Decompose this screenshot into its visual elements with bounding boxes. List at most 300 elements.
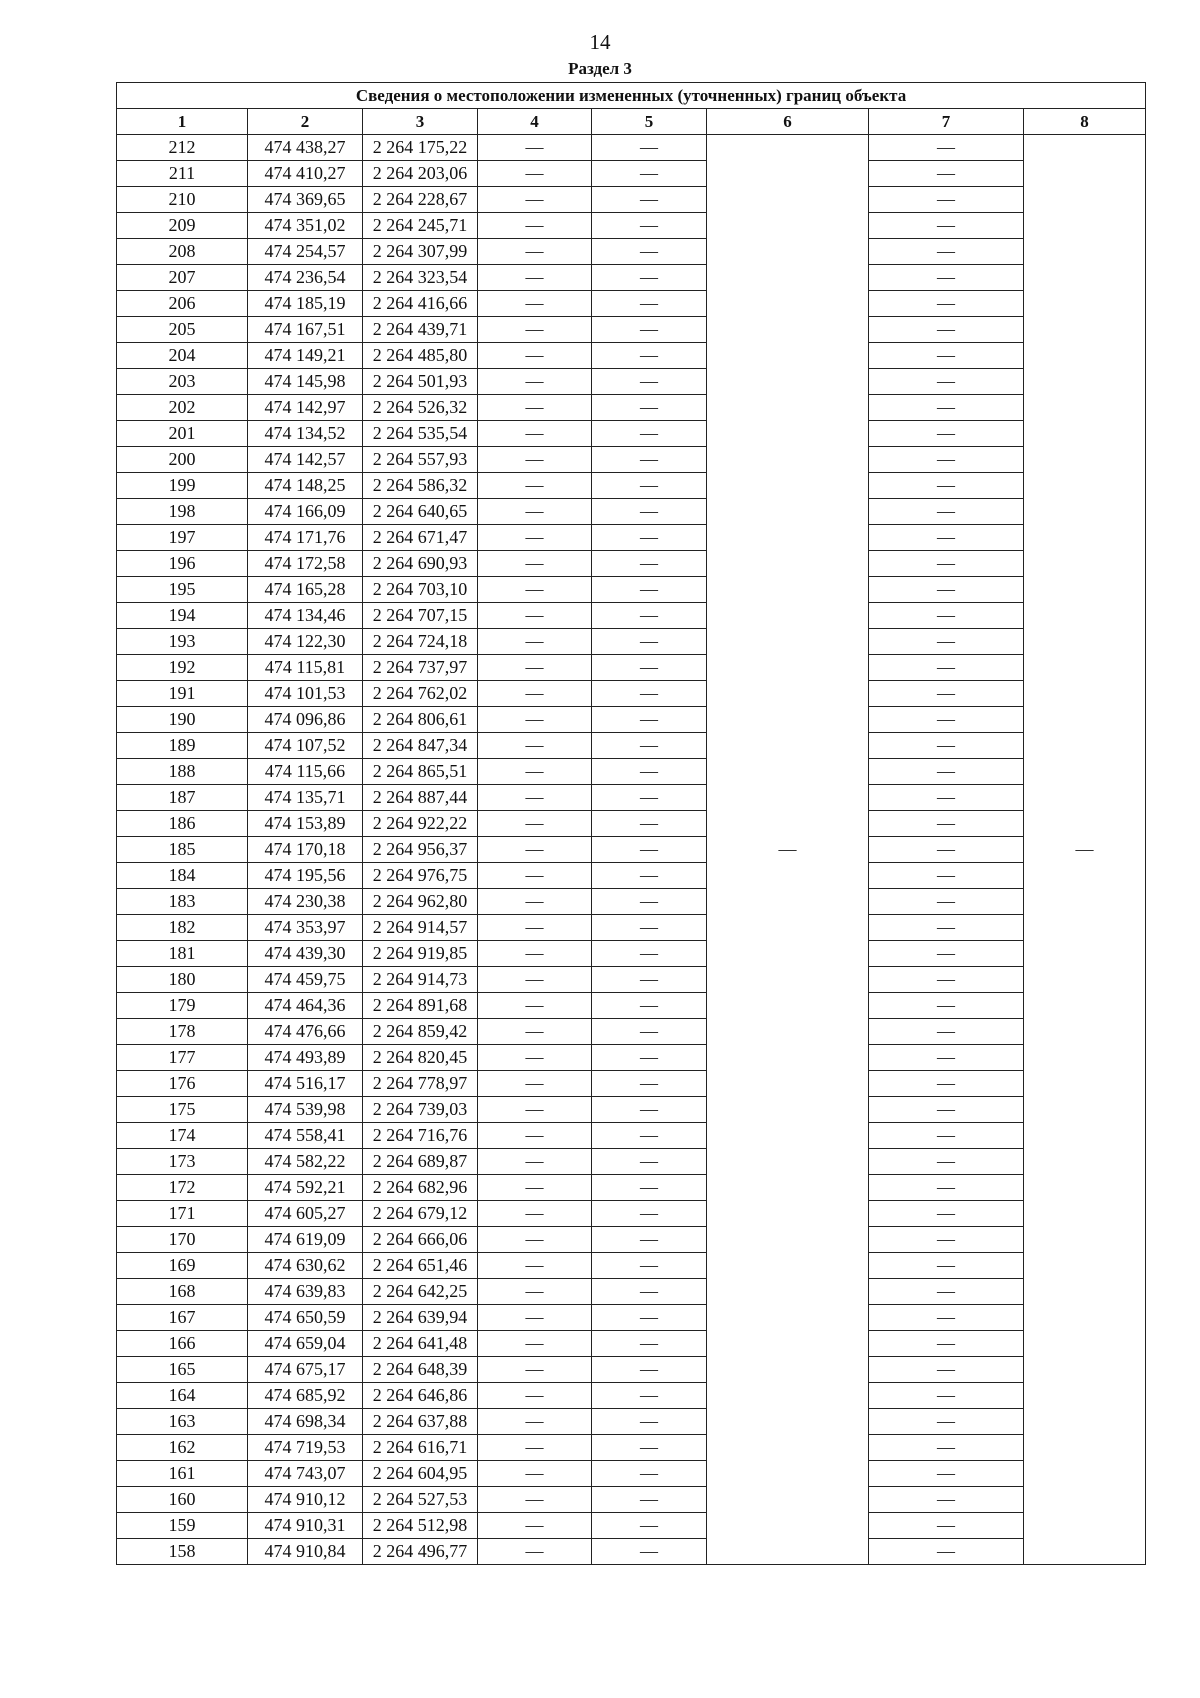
column-7-cell: — <box>869 863 1024 889</box>
x-coordinate-cell: 474 410,27 <box>248 161 363 187</box>
column-5-cell: — <box>592 525 707 551</box>
column-4-cell: — <box>478 1435 592 1461</box>
column-5-cell: — <box>592 759 707 785</box>
column-4-cell: — <box>478 1149 592 1175</box>
column-7-cell: — <box>869 889 1024 915</box>
point-number-cell: 186 <box>117 811 248 837</box>
x-coordinate-cell: 474 516,17 <box>248 1071 363 1097</box>
x-coordinate-cell: 474 135,71 <box>248 785 363 811</box>
x-coordinate-cell: 474 170,18 <box>248 837 363 863</box>
column-4-cell: — <box>478 551 592 577</box>
y-coordinate-cell: 2 264 865,51 <box>363 759 478 785</box>
column-7-cell: — <box>869 1409 1024 1435</box>
column-7-cell: — <box>869 1175 1024 1201</box>
column-4-cell: — <box>478 161 592 187</box>
point-number-cell: 163 <box>117 1409 248 1435</box>
point-number-cell: 193 <box>117 629 248 655</box>
table-row <box>117 1019 1146 1045</box>
y-coordinate-cell: 2 264 739,03 <box>363 1097 478 1123</box>
column-header: 3 <box>363 109 478 135</box>
table-row <box>117 1435 1146 1461</box>
column-5-cell: — <box>592 551 707 577</box>
table-row <box>117 1097 1146 1123</box>
table-row <box>117 369 1146 395</box>
column-4-cell: — <box>478 733 592 759</box>
column-7-cell: — <box>869 1513 1024 1539</box>
x-coordinate-cell: 474 459,75 <box>248 967 363 993</box>
x-coordinate-cell: 474 493,89 <box>248 1045 363 1071</box>
column-5-cell: — <box>592 421 707 447</box>
column-5-cell: — <box>592 1513 707 1539</box>
column-7-cell: — <box>869 395 1024 421</box>
y-coordinate-cell: 2 264 666,06 <box>363 1227 478 1253</box>
point-number-cell: 211 <box>117 161 248 187</box>
x-coordinate-cell: 474 167,51 <box>248 317 363 343</box>
table-row <box>117 1357 1146 1383</box>
x-coordinate-cell: 474 134,52 <box>248 421 363 447</box>
column-5-cell: — <box>592 473 707 499</box>
column-8-merged-cell: — <box>1024 135 1146 1565</box>
point-number-cell: 175 <box>117 1097 248 1123</box>
y-coordinate-cell: 2 264 586,32 <box>363 473 478 499</box>
column-5-cell: — <box>592 967 707 993</box>
column-7-cell: — <box>869 187 1024 213</box>
point-number-cell: 167 <box>117 1305 248 1331</box>
y-coordinate-cell: 2 264 526,32 <box>363 395 478 421</box>
x-coordinate-cell: 474 122,30 <box>248 629 363 655</box>
column-7-cell: — <box>869 447 1024 473</box>
column-4-cell: — <box>478 915 592 941</box>
y-coordinate-cell: 2 264 690,93 <box>363 551 478 577</box>
column-7-cell: — <box>869 655 1024 681</box>
column-header: 7 <box>869 109 1024 135</box>
table-row <box>117 1331 1146 1357</box>
x-coordinate-cell: 474 743,07 <box>248 1461 363 1487</box>
table-row <box>117 1227 1146 1253</box>
y-coordinate-cell: 2 264 922,22 <box>363 811 478 837</box>
column-7-cell: — <box>869 577 1024 603</box>
column-5-cell: — <box>592 1097 707 1123</box>
page-number: 14 <box>589 30 611 54</box>
point-number-cell: 174 <box>117 1123 248 1149</box>
y-coordinate-cell: 2 264 707,15 <box>363 603 478 629</box>
column-7-cell: — <box>869 811 1024 837</box>
table-row <box>117 239 1146 265</box>
point-number-cell: 159 <box>117 1513 248 1539</box>
column-4-cell: — <box>478 239 592 265</box>
table-row <box>117 1253 1146 1279</box>
table-caption-row <box>117 83 1146 109</box>
column-7-cell: — <box>869 1045 1024 1071</box>
y-coordinate-cell: 2 264 646,86 <box>363 1383 478 1409</box>
column-5-cell: — <box>592 239 707 265</box>
x-coordinate-cell: 474 464,36 <box>248 993 363 1019</box>
table-row <box>117 811 1146 837</box>
x-coordinate-cell: 474 675,17 <box>248 1357 363 1383</box>
y-coordinate-cell: 2 264 703,10 <box>363 577 478 603</box>
x-coordinate-cell: 474 165,28 <box>248 577 363 603</box>
point-number-cell: 199 <box>117 473 248 499</box>
y-coordinate-cell: 2 264 891,68 <box>363 993 478 1019</box>
point-number-cell: 183 <box>117 889 248 915</box>
point-number-cell: 158 <box>117 1539 248 1565</box>
x-coordinate-cell: 474 185,19 <box>248 291 363 317</box>
point-number-cell: 210 <box>117 187 248 213</box>
y-coordinate-cell: 2 264 820,45 <box>363 1045 478 1071</box>
y-coordinate-cell: 2 264 806,61 <box>363 707 478 733</box>
column-5-cell: — <box>592 811 707 837</box>
column-4-cell: — <box>478 1175 592 1201</box>
point-number-cell: 196 <box>117 551 248 577</box>
table-row <box>117 1383 1146 1409</box>
column-4-cell: — <box>478 265 592 291</box>
x-coordinate-cell: 474 236,54 <box>248 265 363 291</box>
table-row <box>117 213 1146 239</box>
x-coordinate-cell: 474 369,65 <box>248 187 363 213</box>
point-number-cell: 165 <box>117 1357 248 1383</box>
column-4-cell: — <box>478 525 592 551</box>
column-4-cell: — <box>478 473 592 499</box>
column-5-cell: — <box>592 1071 707 1097</box>
column-5-cell: — <box>592 655 707 681</box>
column-4-cell: — <box>478 1279 592 1305</box>
column-4-cell: — <box>478 1461 592 1487</box>
y-coordinate-cell: 2 264 679,12 <box>363 1201 478 1227</box>
table-row <box>117 187 1146 213</box>
point-number-cell: 170 <box>117 1227 248 1253</box>
column-5-cell: — <box>592 213 707 239</box>
x-coordinate-cell: 474 592,21 <box>248 1175 363 1201</box>
column-7-cell: — <box>869 1123 1024 1149</box>
column-5-cell: — <box>592 733 707 759</box>
x-coordinate-cell: 474 172,58 <box>248 551 363 577</box>
column-7-cell: — <box>869 603 1024 629</box>
table-row <box>117 1461 1146 1487</box>
column-5-cell: — <box>592 863 707 889</box>
column-7-cell: — <box>869 1487 1024 1513</box>
point-number-cell: 173 <box>117 1149 248 1175</box>
point-number-cell: 203 <box>117 369 248 395</box>
column-7-cell: — <box>869 1201 1024 1227</box>
y-coordinate-cell: 2 264 535,54 <box>363 421 478 447</box>
x-coordinate-cell: 474 439,30 <box>248 941 363 967</box>
point-number-cell: 198 <box>117 499 248 525</box>
table-row <box>117 135 1146 161</box>
column-header: 5 <box>592 109 707 135</box>
column-5-cell: — <box>592 603 707 629</box>
point-number-cell: 192 <box>117 655 248 681</box>
x-coordinate-cell: 474 153,89 <box>248 811 363 837</box>
column-5-cell: — <box>592 1149 707 1175</box>
column-5-cell: — <box>592 993 707 1019</box>
column-4-cell: — <box>478 1487 592 1513</box>
y-coordinate-cell: 2 264 887,44 <box>363 785 478 811</box>
point-number-cell: 180 <box>117 967 248 993</box>
column-5-cell: — <box>592 1435 707 1461</box>
y-coordinate-cell: 2 264 682,96 <box>363 1175 478 1201</box>
table-row <box>117 395 1146 421</box>
column-5-cell: — <box>592 1279 707 1305</box>
column-5-cell: — <box>592 1201 707 1227</box>
column-7-cell: — <box>869 525 1024 551</box>
column-5-cell: — <box>592 1383 707 1409</box>
y-coordinate-cell: 2 264 639,94 <box>363 1305 478 1331</box>
x-coordinate-cell: 474 619,09 <box>248 1227 363 1253</box>
y-coordinate-cell: 2 264 648,39 <box>363 1357 478 1383</box>
table-row <box>117 447 1146 473</box>
column-4-cell: — <box>478 707 592 733</box>
table-row <box>117 1539 1146 1565</box>
column-4-cell: — <box>478 213 592 239</box>
y-coordinate-cell: 2 264 962,80 <box>363 889 478 915</box>
x-coordinate-cell: 474 096,86 <box>248 707 363 733</box>
x-coordinate-cell: 474 101,53 <box>248 681 363 707</box>
table-row <box>117 629 1146 655</box>
point-number-cell: 162 <box>117 1435 248 1461</box>
table-row <box>117 161 1146 187</box>
point-number-cell: 166 <box>117 1331 248 1357</box>
column-5-cell: — <box>592 187 707 213</box>
point-number-cell: 176 <box>117 1071 248 1097</box>
column-4-cell: — <box>478 1331 592 1357</box>
column-5-cell: — <box>592 1045 707 1071</box>
column-4-cell: — <box>478 369 592 395</box>
column-5-cell: — <box>592 499 707 525</box>
column-header: 4 <box>478 109 592 135</box>
column-4-cell: — <box>478 1539 592 1565</box>
column-4-cell: — <box>478 941 592 967</box>
column-7-cell: — <box>869 1357 1024 1383</box>
column-7-cell: — <box>869 1435 1024 1461</box>
x-coordinate-cell: 474 558,41 <box>248 1123 363 1149</box>
column-header: 1 <box>117 109 248 135</box>
x-coordinate-cell: 474 605,27 <box>248 1201 363 1227</box>
table-row <box>117 733 1146 759</box>
column-5-cell: — <box>592 447 707 473</box>
table-row <box>117 603 1146 629</box>
column-7-cell: — <box>869 733 1024 759</box>
y-coordinate-cell: 2 264 847,34 <box>363 733 478 759</box>
column-7-cell: — <box>869 759 1024 785</box>
table-row <box>117 1175 1146 1201</box>
point-number-cell: 182 <box>117 915 248 941</box>
table-row <box>117 1487 1146 1513</box>
column-4-cell: — <box>478 577 592 603</box>
column-4-cell: — <box>478 629 592 655</box>
point-number-cell: 206 <box>117 291 248 317</box>
table-row <box>117 967 1146 993</box>
x-coordinate-cell: 474 539,98 <box>248 1097 363 1123</box>
y-coordinate-cell: 2 264 651,46 <box>363 1253 478 1279</box>
column-5-cell: — <box>592 1461 707 1487</box>
point-number-cell: 202 <box>117 395 248 421</box>
point-number-cell: 190 <box>117 707 248 733</box>
column-7-cell: — <box>869 1227 1024 1253</box>
point-number-cell: 187 <box>117 785 248 811</box>
table-row <box>117 1071 1146 1097</box>
y-coordinate-cell: 2 264 245,71 <box>363 213 478 239</box>
column-7-cell: — <box>869 1071 1024 1097</box>
y-coordinate-cell: 2 264 604,95 <box>363 1461 478 1487</box>
x-coordinate-cell: 474 910,31 <box>248 1513 363 1539</box>
column-7-cell: — <box>869 967 1024 993</box>
table-row <box>117 1279 1146 1305</box>
column-7-cell: — <box>869 499 1024 525</box>
point-number-cell: 184 <box>117 863 248 889</box>
column-7-cell: — <box>869 993 1024 1019</box>
table-row <box>117 1045 1146 1071</box>
column-7-cell: — <box>869 785 1024 811</box>
point-number-cell: 201 <box>117 421 248 447</box>
table-row <box>117 473 1146 499</box>
x-coordinate-cell: 474 582,22 <box>248 1149 363 1175</box>
column-5-cell: — <box>592 1227 707 1253</box>
table-row <box>117 1305 1146 1331</box>
table-row <box>117 915 1146 941</box>
table-row <box>117 499 1146 525</box>
column-5-cell: — <box>592 395 707 421</box>
column-7-cell: — <box>869 265 1024 291</box>
x-coordinate-cell: 474 910,12 <box>248 1487 363 1513</box>
x-coordinate-cell: 474 630,62 <box>248 1253 363 1279</box>
column-7-cell: — <box>869 837 1024 863</box>
column-4-cell: — <box>478 1383 592 1409</box>
table-row <box>117 1123 1146 1149</box>
column-7-cell: — <box>869 369 1024 395</box>
y-coordinate-cell: 2 264 642,25 <box>363 1279 478 1305</box>
column-7-cell: — <box>869 1331 1024 1357</box>
point-number-cell: 207 <box>117 265 248 291</box>
x-coordinate-cell: 474 476,66 <box>248 1019 363 1045</box>
y-coordinate-cell: 2 264 439,71 <box>363 317 478 343</box>
column-7-cell: — <box>869 1019 1024 1045</box>
column-5-cell: — <box>592 785 707 811</box>
column-6-merged-cell: — <box>707 135 869 1565</box>
column-5-cell: — <box>592 1357 707 1383</box>
x-coordinate-cell: 474 166,09 <box>248 499 363 525</box>
column-5-cell: — <box>592 1409 707 1435</box>
column-5-cell: — <box>592 837 707 863</box>
column-7-cell: — <box>869 941 1024 967</box>
column-7-cell: — <box>869 1539 1024 1565</box>
column-4-cell: — <box>478 785 592 811</box>
y-coordinate-cell: 2 264 323,54 <box>363 265 478 291</box>
column-5-cell: — <box>592 1487 707 1513</box>
table-row <box>117 265 1146 291</box>
point-number-cell: 209 <box>117 213 248 239</box>
column-5-cell: — <box>592 707 707 733</box>
point-number-cell: 191 <box>117 681 248 707</box>
column-5-cell: — <box>592 1253 707 1279</box>
x-coordinate-cell: 474 910,84 <box>248 1539 363 1565</box>
column-5-cell: — <box>592 1305 707 1331</box>
column-7-cell: — <box>869 681 1024 707</box>
y-coordinate-cell: 2 264 637,88 <box>363 1409 478 1435</box>
column-5-cell: — <box>592 577 707 603</box>
column-4-cell: — <box>478 967 592 993</box>
table-row <box>117 655 1146 681</box>
column-4-cell: — <box>478 1513 592 1539</box>
y-coordinate-cell: 2 264 778,97 <box>363 1071 478 1097</box>
column-4-cell: — <box>478 395 592 421</box>
x-coordinate-cell: 474 254,57 <box>248 239 363 265</box>
x-coordinate-cell: 474 134,46 <box>248 603 363 629</box>
column-4-cell: — <box>478 1305 592 1331</box>
x-coordinate-cell: 474 195,56 <box>248 863 363 889</box>
x-coordinate-cell: 474 142,57 <box>248 447 363 473</box>
x-coordinate-cell: 474 351,02 <box>248 213 363 239</box>
point-number-cell: 161 <box>117 1461 248 1487</box>
x-coordinate-cell: 474 145,98 <box>248 369 363 395</box>
x-coordinate-cell: 474 149,21 <box>248 343 363 369</box>
y-coordinate-cell: 2 264 859,42 <box>363 1019 478 1045</box>
column-5-cell: — <box>592 941 707 967</box>
table-row <box>117 421 1146 447</box>
column-5-cell: — <box>592 681 707 707</box>
table-row <box>117 1409 1146 1435</box>
point-number-cell: 208 <box>117 239 248 265</box>
y-coordinate-cell: 2 264 640,65 <box>363 499 478 525</box>
y-coordinate-cell: 2 264 716,76 <box>363 1123 478 1149</box>
column-4-cell: — <box>478 447 592 473</box>
column-4-cell: — <box>478 1019 592 1045</box>
column-5-cell: — <box>592 369 707 395</box>
point-number-cell: 171 <box>117 1201 248 1227</box>
column-5-cell: — <box>592 317 707 343</box>
table-row <box>117 889 1146 915</box>
point-number-cell: 194 <box>117 603 248 629</box>
column-4-cell: — <box>478 317 592 343</box>
column-5-cell: — <box>592 915 707 941</box>
point-number-cell: 179 <box>117 993 248 1019</box>
x-coordinate-cell: 474 142,97 <box>248 395 363 421</box>
x-coordinate-cell: 474 639,83 <box>248 1279 363 1305</box>
column-5-cell: — <box>592 1175 707 1201</box>
point-number-cell: 164 <box>117 1383 248 1409</box>
column-4-cell: — <box>478 1357 592 1383</box>
y-coordinate-cell: 2 264 501,93 <box>363 369 478 395</box>
column-4-cell: — <box>478 1097 592 1123</box>
x-coordinate-cell: 474 148,25 <box>248 473 363 499</box>
x-coordinate-cell: 474 171,76 <box>248 525 363 551</box>
table-row <box>117 1201 1146 1227</box>
table-row <box>117 317 1146 343</box>
y-coordinate-cell: 2 264 724,18 <box>363 629 478 655</box>
y-coordinate-cell: 2 264 512,98 <box>363 1513 478 1539</box>
point-number-cell: 168 <box>117 1279 248 1305</box>
table-row <box>117 681 1146 707</box>
x-coordinate-cell: 474 719,53 <box>248 1435 363 1461</box>
y-coordinate-cell: 2 264 616,71 <box>363 1435 478 1461</box>
y-coordinate-cell: 2 264 914,57 <box>363 915 478 941</box>
column-4-cell: — <box>478 1071 592 1097</box>
column-5-cell: — <box>592 1539 707 1565</box>
column-7-cell: — <box>869 629 1024 655</box>
table-row <box>117 863 1146 889</box>
y-coordinate-cell: 2 264 762,02 <box>363 681 478 707</box>
point-number-cell: 189 <box>117 733 248 759</box>
column-4-cell: — <box>478 655 592 681</box>
y-coordinate-cell: 2 264 641,48 <box>363 1331 478 1357</box>
table-row <box>117 525 1146 551</box>
column-5-cell: — <box>592 343 707 369</box>
y-coordinate-cell: 2 264 416,66 <box>363 291 478 317</box>
column-7-cell: — <box>869 239 1024 265</box>
y-coordinate-cell: 2 264 496,77 <box>363 1539 478 1565</box>
column-5-cell: — <box>592 291 707 317</box>
column-4-cell: — <box>478 1201 592 1227</box>
column-header-row <box>117 109 1146 135</box>
